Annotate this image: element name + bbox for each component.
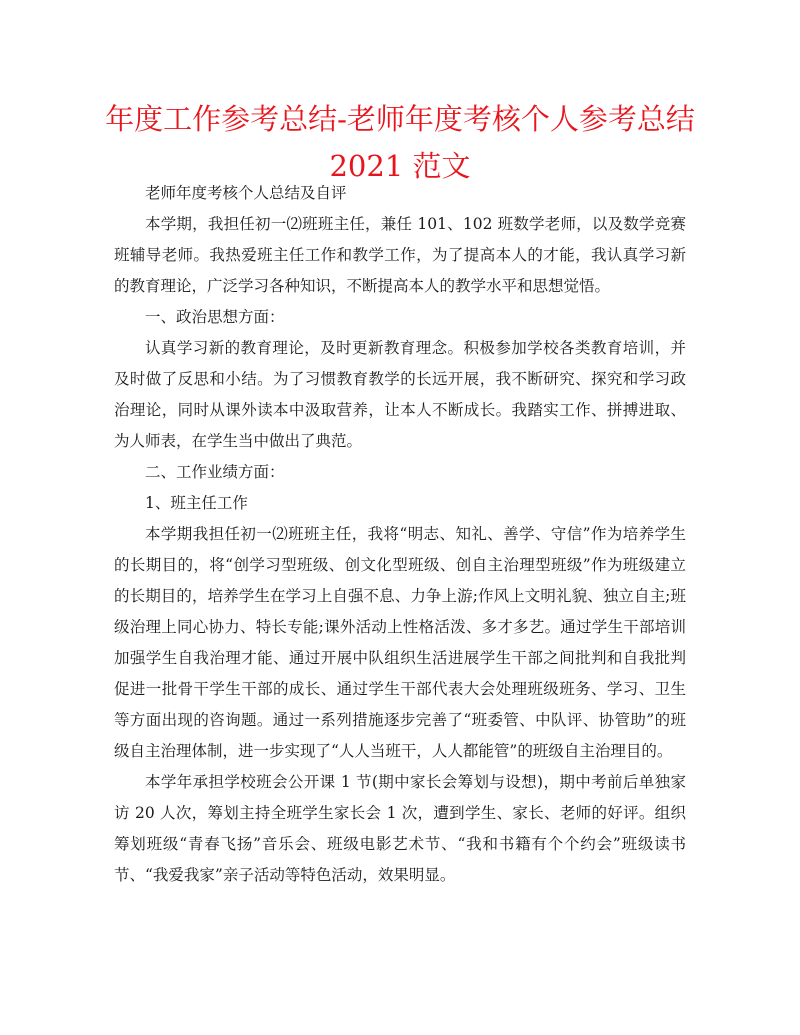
paragraph-head-teacher: 本学期我担任初一⑵班班主任，我将“明志、知礼、善学、守信”作为培养学生的长期目的，将“创学习型班级、创文化型班级、创自主治理型班级”作为班级建立的长期目的，培养学生在学习上自强不息、力争上游;作风上文明礼貌、独立自主;班级治理上同心协力、特长专能;课外活动上性格活泼、多才多艺。通过学生干部培训加强学生自我治理才能、通过开展中队组织生活进展学生干部之间批判和自我批判促进一批骨干学生干部的成长、通过学生干部代表大会处理班级班务、学习、卫生等方面出现的咨询题。通过一系列措施逐步完善了“班委管、中队评、协管助”的班级自主治理体制，进一步实现了“人人当班干，人人都能管”的班级自主治理目的。 bbox=[114, 525, 686, 760]
paragraph-subtitle: 老师年度考核个人总结及自评 bbox=[145, 184, 347, 202]
paragraph-political: 认真学习新的教育理论，及时更新教育理念。积极参加学校各类教育培训，并及时做了反思和小结。为了习惯教育教学的长远开展，我不断研究、探究和学习政治理论，同时从课外读本中汲取营养，让本人不断成长。我踏实工作、拼搏进取、为人师表，在学生当中做出了典范。 bbox=[114, 339, 686, 450]
paragraph-open-class: 本学年承担学校班会公开课 1 节(期中家长会筹划与设想)，期中考前后单独家访 20 人次，筹划主持全班学生家长会 1 次，遭到学生、家长、老师的好评。组织筹划班级“青春飞扬”音乐会、班级电影艺术节、“我和书籍有个个约会”班级读书节、“我爱我家”亲子活动等特色活动，效果明显。 bbox=[114, 773, 686, 884]
subsection-heading-head-teacher: 1、班主任工作 bbox=[145, 494, 248, 512]
paragraph-intro: 本学期，我担任初一⑵班班主任，兼任 101、102 班数学老师，以及数学竞赛班辅导老师。我热爱班主任工作和教学工作，为了提高本人的才能，我认真学习新的教育理论，广泛学习各种知识，不断提高本人的教学水平和思想觉悟。 bbox=[114, 215, 686, 295]
document-title-line-2: 2021 范文 bbox=[329, 149, 471, 183]
section-heading-political: 一、政治思想方面： bbox=[145, 308, 285, 326]
document-body bbox=[114, 178, 686, 891]
section-heading-achievements: 二、工作业绩方面： bbox=[145, 463, 285, 481]
document-title-line-1: 年度工作参考总结-老师年度考核个人参考总结 bbox=[105, 102, 695, 136]
